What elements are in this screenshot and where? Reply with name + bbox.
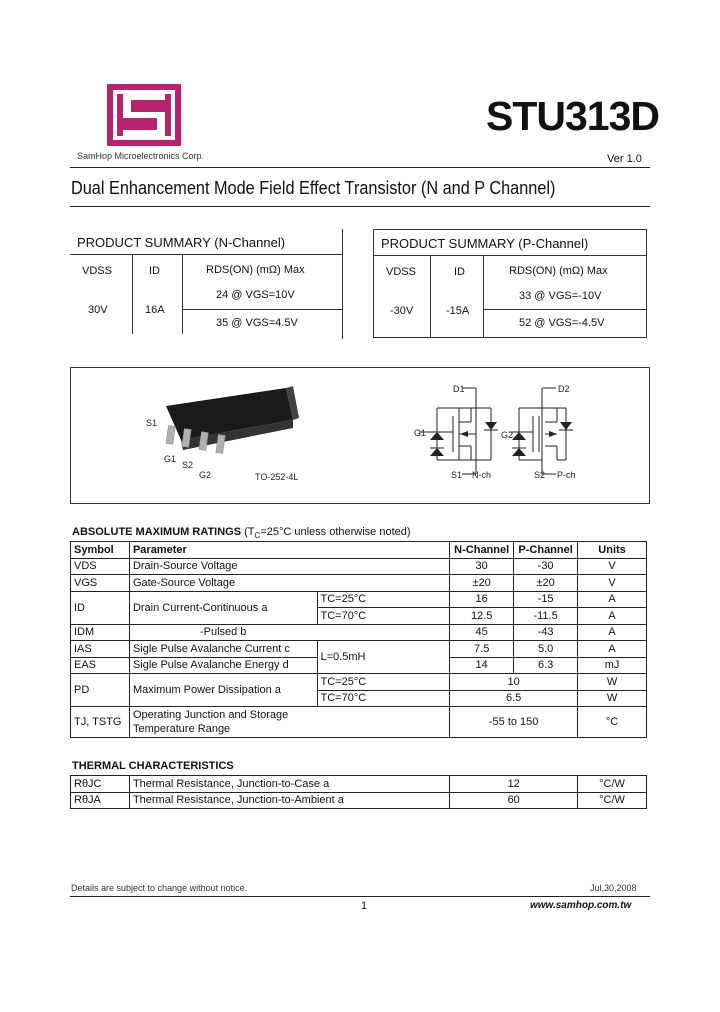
sym-rjc: RθJC [71,776,130,793]
footer-note: Details are subject to change without notice. [71,883,248,893]
sch-g2-label: G2 [501,430,514,440]
param-idm: -Pulsed b [129,624,449,641]
summary-n-channel [70,229,342,339]
summary-n-title: PRODUCT SUMMARY (N-Channel) [77,235,286,250]
unit-rjc: °C/W [578,776,647,793]
unit-ias: A [578,641,647,658]
summary-n-vdss-header: VDSS [82,265,112,277]
sym-tj: TJ, TSTG [71,707,130,738]
unit-vds: V [578,558,647,575]
summary-n-rds-1: 24 @ VGS=10V [216,289,295,301]
pkg-name-label: TO-252-4L [255,472,299,482]
sym-ias: IAS [71,641,130,658]
summary-n-rds-header: RDS(ON) (mΩ) Max [206,264,305,276]
footer-date: Jul,30,2008 [590,883,637,893]
sch-p-label: P-ch [557,470,576,480]
hdr-parameter: Parameter [129,542,449,559]
package-drawing [71,368,649,503]
hdr-units: Units [578,542,647,559]
sym-vgs: VGS [71,575,130,592]
val-id-p-25: -15 [514,591,578,608]
sym-eas: EAS [71,657,130,674]
summary-n-id-header: ID [149,265,160,277]
sch-s1-label: S1 [451,470,463,480]
val-idm-n: 45 [450,624,514,641]
sym-id: ID [71,591,130,624]
sym-idm: IDM [71,624,130,641]
val-eas-n: 14 [450,657,514,674]
param-ias: Sigle Pulse Avalanche Current c [129,641,317,658]
footer-rule [70,896,650,897]
unit-pd-70: W [578,690,647,707]
part-number: STU313D [486,93,660,139]
unit-eas: mJ [578,657,647,674]
param-eas: Sigle Pulse Avalanche Energy d [129,657,317,674]
table-row [71,792,647,809]
param-rja: Thermal Resistance, Junction-to-Ambient a [129,792,449,809]
summary-n-vdss: 30V [88,304,108,316]
package-figure [70,367,650,504]
summary-n-rds-2: 35 @ VGS=4.5V [216,317,298,329]
param-tj [129,707,449,738]
table-row [71,674,647,691]
val-ias-p: 5.0 [514,641,578,658]
unit-vgs: V [578,575,647,592]
summary-p-id: -15A [446,305,470,317]
val-tj: -55 to 150 [450,707,578,738]
val-pd-70: 6.5 [450,690,578,707]
pkg-g1-label: G1 [164,454,177,464]
table-header-row [71,542,647,559]
cond-pd-25: TC=25°C [317,674,450,691]
summary-p-channel [373,229,647,338]
version-label: Ver 1.0 [607,153,642,165]
table-row [71,624,647,641]
val-vgs-n: ±20 [450,575,514,592]
val-vds-p: -30 [514,558,578,575]
sym-rja: RθJA [71,792,130,809]
sch-n-label: N-ch [472,470,492,480]
pkg-s2-label: S2 [182,460,194,470]
page-number: 1 [361,900,368,912]
samhop-logo-icon [107,84,181,146]
summary-p-id-header: ID [454,266,465,278]
sch-d1-label: D1 [453,384,465,394]
param-pd: Maximum Power Dissipation a [129,674,317,707]
unit-idm: A [578,624,647,641]
unit-pd-25: W [578,674,647,691]
hdr-p-channel: P-Channel [514,542,578,559]
val-id-n-25: 16 [450,591,514,608]
table-row [71,558,647,575]
table-row [71,707,647,738]
table-row [71,641,647,658]
param-tj-line1: Operating Junction and Storage [132,709,289,721]
param-tj-line2: Temperature Range [132,723,231,735]
cond-pd-70: TC=70°C [317,690,450,707]
unit-id-70: A [578,608,647,625]
unit-rja: °C/W [578,792,647,809]
val-rja: 60 [450,792,578,809]
unit-id-25: A [578,591,647,608]
val-eas-p: 6.3 [514,657,578,674]
val-rjc: 12 [450,776,578,793]
val-id-n-70: 12.5 [450,608,514,625]
param-vgs: Gate-Source Voltage [129,575,449,592]
pkg-g2-label: G2 [199,470,212,480]
sym-pd: PD [71,674,130,707]
table-row [71,591,647,608]
cond-id-70: TC=70°C [317,608,450,625]
company-name: SamHop Microelectronics Corp. [77,151,205,161]
abs-max-title: ABSOLUTE MAXIMUM RATINGS ($T_C=25^\circ C$ unless otherwise noted) [72,526,411,541]
sym-vds: VDS [71,558,130,575]
hdr-n-channel: N-Channel [450,542,514,559]
p-channel-schematic-icon [509,388,566,474]
sch-d2-label: D2 [558,384,570,394]
val-ias-n: 7.5 [450,641,514,658]
val-vgs-p: ±20 [514,575,578,592]
company-logo [107,84,181,146]
subtitle-rule [70,206,650,207]
summary-p-vdss-header: VDSS [386,266,416,278]
table-row [71,776,647,793]
document-subtitle: Dual Enhancement Mode Field Effect Transistor (N and P Channel) [71,177,556,198]
cond-id-25: TC=25°C [317,591,450,608]
hdr-symbol: Symbol [71,542,130,559]
param-vds: Drain-Source Voltage [129,558,449,575]
val-vds-n: 30 [450,558,514,575]
val-pd-25: 10 [450,674,578,691]
param-id: Drain Current-Continuous a [129,591,317,624]
summary-p-rds-header: RDS(ON) (mΩ) Max [509,265,608,277]
sch-s2-label: S2 [534,470,546,480]
thermal-table [70,775,647,809]
summary-n-id: 16A [145,304,165,316]
unit-tj: °C [578,707,647,738]
website-link[interactable]: www.samhop.com.tw [530,900,632,911]
summary-p-vdss: -30V [390,305,414,317]
abs-max-table [70,541,647,738]
n-channel-schematic-icon [419,388,491,474]
thermal-title: THERMAL CHARACTERISTICS [72,760,234,772]
table-row [71,575,647,592]
val-idm-p: -43 [514,624,578,641]
header-rule [70,167,650,168]
cond-l: L=0.5mH [317,641,450,674]
sch-g1-label: G1 [414,428,427,438]
summary-p-rds-2: 52 @ VGS=-4.5V [519,317,605,329]
summary-p-title: PRODUCT SUMMARY (P-Channel) [381,236,589,251]
summary-p-rds-1: 33 @ VGS=-10V [519,290,602,302]
val-id-p-70: -11.5 [514,608,578,625]
pkg-s1-label: S1 [146,418,158,428]
param-rjc: Thermal Resistance, Junction-to-Case a [129,776,449,793]
pkg-d1d2-label: D1/D2 [261,393,287,403]
